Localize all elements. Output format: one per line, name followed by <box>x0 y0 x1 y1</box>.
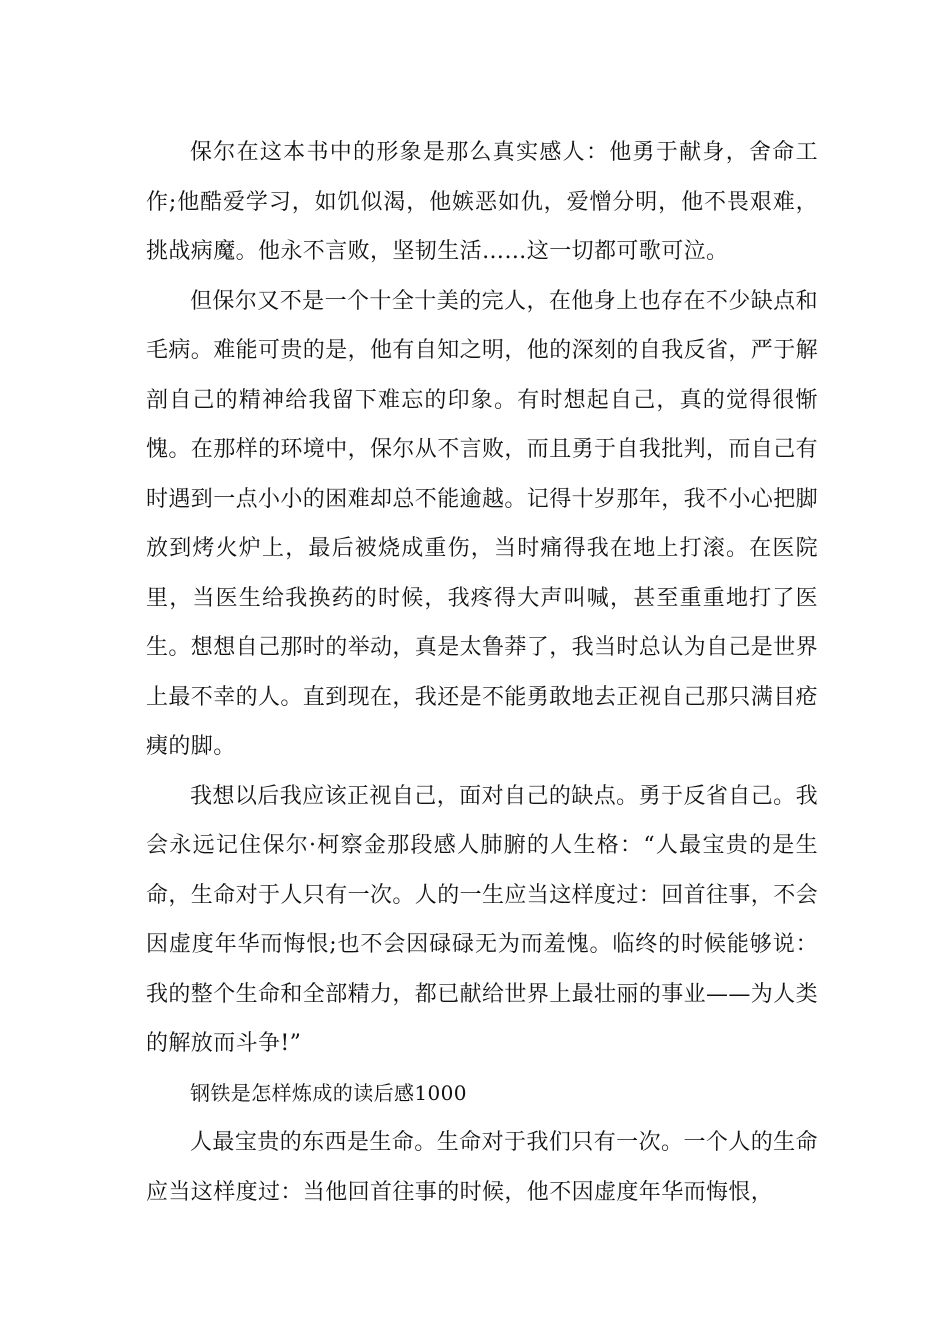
document-body <box>146 128 818 1217</box>
section-title: 钢铁是怎样炼成的读后感1000 <box>190 1080 467 1105</box>
paragraph-pavel-image: 保尔在这本书中的形象是那么真实感人：他勇于献身，舍命工作;他酷爱学习，如饥似渴，他嫉恶如仇，爱憎分明，他不畏艰难，挑战病魔。他永不言败，坚韧生活……这一切都可歌可泣。 <box>146 140 818 264</box>
paragraph-self-reflection: 我想以后我应该正视自己，面对自己的缺点。勇于反省自己。我会永远记住保尔·柯察金那段感人肺腑的人生格：“人最宝贵的是生命，生命对于人只有一次。人的一生应当这样度过：回首往事，不会因虚度年华而悔恨;也不会因碌碌无为而羞愧。临终的时候能够说：我的整个生命和全部精力，都已献给世界上最壮丽的事业——为人类的解放而斗争!” <box>146 783 819 1056</box>
paragraph-life-precious: 人最宝贵的东西是生命。生命对于我们只有一次。一个人的生命应当这样度过：当他回首往事的时候，他不因虚度年华而悔恨， <box>146 1130 818 1205</box>
paragraph-pavel-flaws: 但保尔又不是一个十全十美的完人，在他身上也存在不少缺点和毛病。难能可贵的是，他有自知之明，他的深刻的自我反省，严于解剖自己的精神给我留下难忘的印象。有时想起自己，真的觉得很惭愧。在那样的环境中，保尔从不言败，而且勇于自我批判，而自己有时遇到一点小小的困难却总不能逾越。记得十岁那年，我不小心把脚放到烤火炉上，最后被烧成重伤，当时痛得我在地上打滚。在医院里，当医生给我换药的时候，我疼得大声叫喊，甚至重重地打了医生。想想自己那时的举动，真是太鲁莽了，我当时总认为自己是世界上最不幸的人。直到现在，我还是不能勇敢地去正视自己那只满目疮痍的脚。 <box>146 288 819 759</box>
